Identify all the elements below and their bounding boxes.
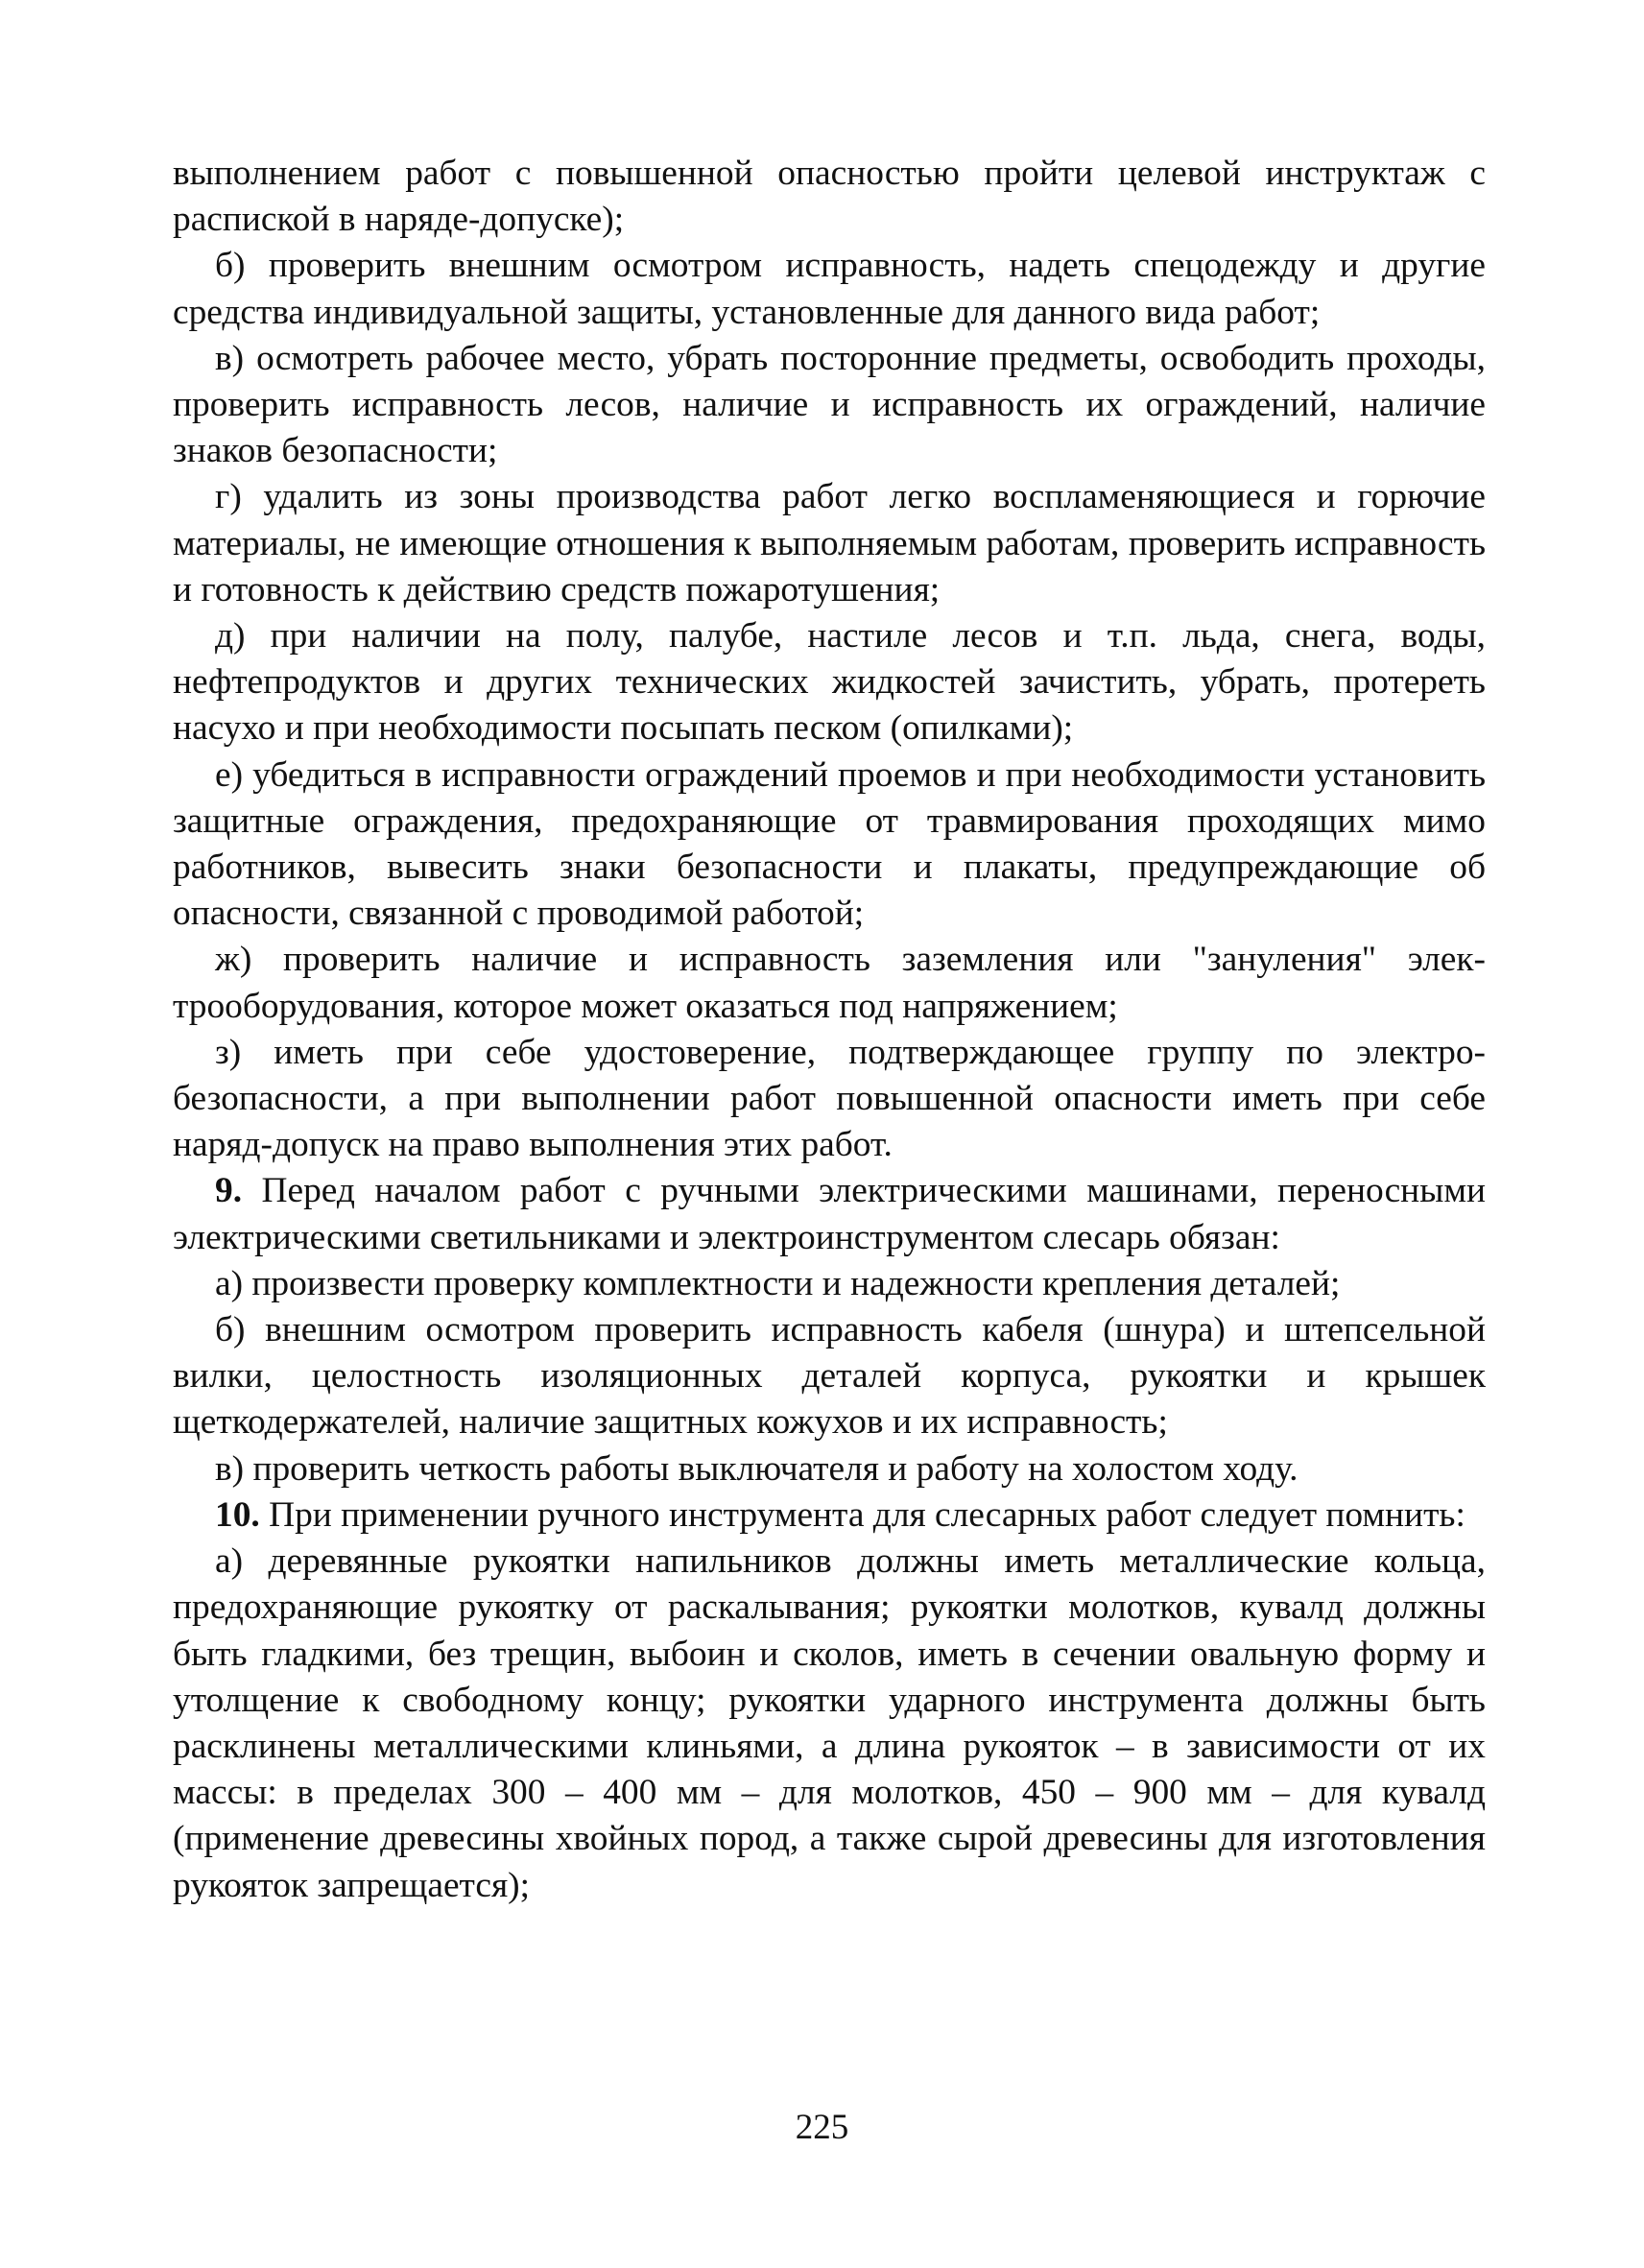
paragraph-item-zh: ж) проверить наличие и исправность заземления или "зануления" электрооборудования, которое может оказаться под напряжением; <box>173 940 1486 1026</box>
paragraph-item-e: е) убедиться в исправности ограждений проемов и при необходимости установить защитные ограждения, предохраняющие от травмирования проходящих мимо работников, вывесить знаки безопасности и плакаты, предупреждающие об опасности, связанной с проводимой работой; <box>173 754 1486 934</box>
paragraph-continuation: выполнением работ с повышенной опасностью пройти целевой инструктаж с распиской в наряде-допуске); <box>173 154 1486 240</box>
section-10-item-a: а) деревянные рукоятки напильников должны иметь металлические кольца, предохраняющие рукоятку от раскалывания; рукоятки молотков, кувалд должны быть гладкими, без трещин, выбоин и сколов, иметь в сечении овальную форму и утолщение к свободному концу; рукоятки ударного инструмента должны быть расклинены металлическими клиньями, а длина рукояток – в зависимости от их массы: в пределах 300 – 400 мм – для молотков, 450 – 900 мм – для кувалд (применение древесины хвойных пород, а также сырой древесины для изготовления рукояток запрещается); <box>173 1541 1486 1905</box>
section-9: 9. Перед началом работ с ручными электрическими машинами, переносными электрическими светильниками и электроинструментом слесарь обязан: <box>173 1171 1486 1257</box>
section-9-item-a: а) произвести проверку комплектности и надежности крепления деталей; <box>215 1263 1341 1303</box>
body-text <box>173 151 1486 1909</box>
paragraph-item-v: в) осмотреть рабочее место, убрать посторонние предметы, освободить проходы, проверить исправность лесов, наличие и исправность их ограждений, наличие знаков безопасности; <box>173 338 1486 471</box>
section-9-item-v: в) проверить четкость работы выключателя и работу на холостом ходу. <box>215 1448 1299 1489</box>
paragraph-item-g: г) удалить из зоны производства работ легко воспламеняющиеся и горючие материалы, не имеющие отношения к выполняемым работам, проверить исправность и готовность к действию средств пожаротушения; <box>173 477 1486 609</box>
page-number: 225 <box>795 2108 849 2147</box>
section-number: 10. <box>215 1494 260 1535</box>
paragraph-item-z: з) иметь при себе удостоверение, подтверждающее группу по электробезопасности, а при выполнении работ повышенной опасности иметь при себе наряд-допуск на право выполнения этих работ. <box>173 1032 1486 1165</box>
section-9-item-b: б) внешним осмотром проверить исправность кабеля (шнура) и штепсельной вилки, целостность изоляционных деталей корпуса, рукоятки и крышек щеткодержателей, наличие защитных кожухов и их исправность; <box>173 1310 1486 1443</box>
paragraph-item-b: б) проверить внешним осмотром исправность, надеть спецодежду и другие средства индивидуальной защиты, установленные для данного вида работ; <box>173 246 1486 332</box>
paragraph-item-d: д) при наличии на полу, палубе, настиле лесов и т.п. льда, снега, воды, нефтепродуктов и других технических жидкостей зачистить, убрать, протереть насухо и при необходимости посыпать песком (опилками); <box>173 616 1486 749</box>
section-number: 9. <box>215 1171 243 1211</box>
section-10: 10. При применении ручного инструмента для слесарных работ следует помнить: <box>215 1494 1465 1535</box>
